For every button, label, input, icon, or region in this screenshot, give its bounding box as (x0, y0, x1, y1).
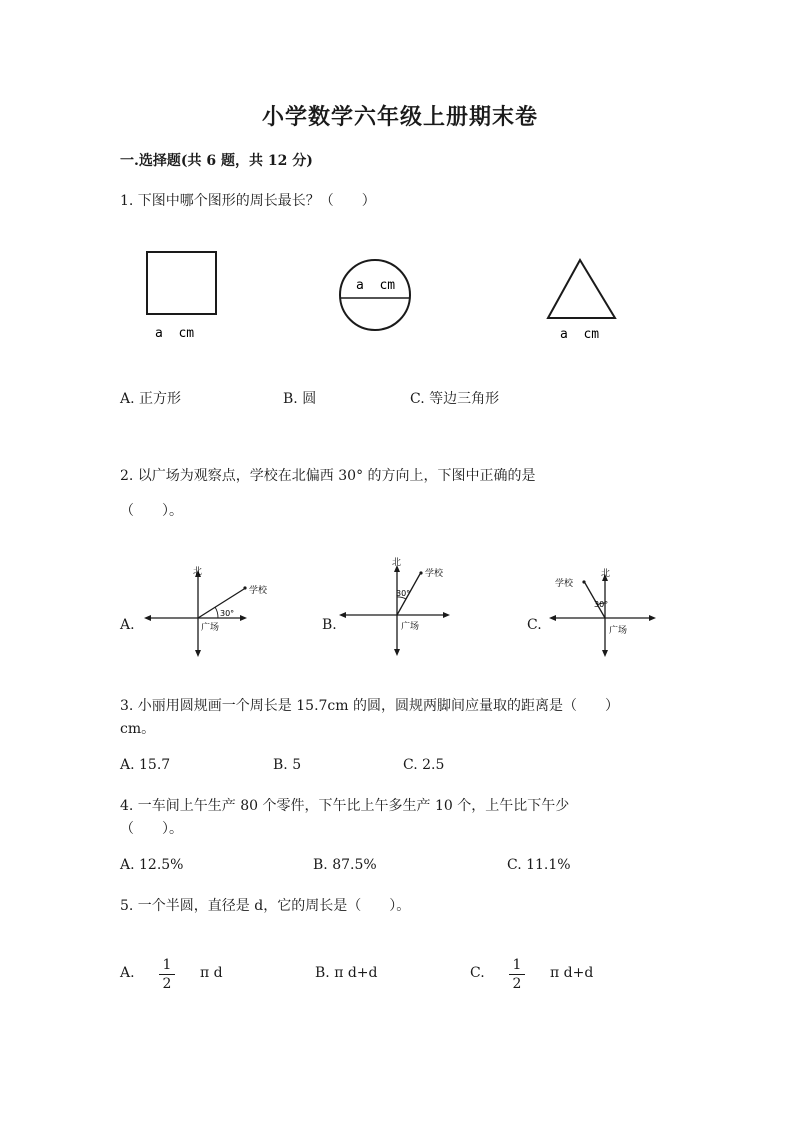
square-shape (147, 252, 216, 314)
q3-option-b: B. 5 (273, 757, 302, 773)
q5-option-c-tail: π d+d (550, 965, 594, 981)
circle-diameter-label: a cm (356, 278, 396, 293)
q4-option-b: B. 87.5% (313, 857, 377, 873)
q3-option-c: C. 2.5 (403, 757, 445, 773)
square-side-label: a cm (155, 326, 195, 341)
question-3-text-cont: cm。 (120, 721, 156, 737)
fraction-numerator: 1 (162, 957, 172, 973)
school-label: 学校 (425, 569, 444, 579)
q4-option-c: C. 11.1% (507, 857, 571, 873)
q2-option-c: C. (527, 617, 542, 633)
question-1-text: 1. 下图中哪个图形的周长最长？（ ） (120, 193, 376, 209)
question-2-text: 2. 以广场为观察点，学校在北偏西 30° 的方向上，下图中正确的是 (120, 468, 536, 484)
q5-option-c: C. (470, 965, 485, 981)
section-heading: 一.选择题(共 6 题，共 12 分) (120, 153, 313, 169)
q1-option-a: A. 正方形 (120, 391, 182, 407)
q2-option-b: B. (322, 617, 337, 633)
north-label: 北 (392, 558, 402, 568)
angle-label: 30° (220, 609, 235, 618)
q5-option-b: B. π d+d (315, 965, 378, 981)
direction-diagram-b (335, 557, 460, 662)
fraction-numerator: 1 (512, 957, 522, 973)
question-2-text-cont: （ ）。 (120, 503, 183, 519)
square-figure (140, 245, 230, 345)
page-title: 小学数学六年级上册期末卷 (261, 104, 538, 130)
q5-option-c-fraction (509, 957, 525, 992)
triangle-side-label: a cm (560, 327, 600, 342)
fraction-denominator: 2 (512, 976, 522, 992)
square-label: 广场 (201, 623, 220, 633)
triangle-shape (548, 260, 615, 318)
square-label: 广场 (401, 622, 420, 632)
north-label: 北 (601, 569, 611, 579)
circle-shape (340, 260, 410, 330)
q5-option-a: A. (120, 965, 135, 981)
school-label: 学校 (555, 579, 574, 589)
direction-diagram-c (545, 565, 665, 665)
q1-option-b: B. 圆 (283, 391, 317, 407)
q5-option-a-tail: π d (200, 965, 223, 981)
question-4-text-cont: （ ）。 (120, 821, 183, 837)
angle-label: 30° (396, 589, 411, 598)
circle-figure (330, 250, 420, 340)
direction-diagram-a (140, 560, 268, 665)
question-4-text: 4. 一车间上午生产 80 个零件，下午比上午多生产 10 个，上午比下午少 (120, 798, 570, 814)
triangle-figure (540, 252, 630, 347)
question-5-text: 5. 一个半圆，直径是 d，它的周长是（ ）。 (120, 898, 411, 914)
q1-option-c: C. 等边三角形 (410, 391, 500, 407)
school-label: 学校 (249, 586, 268, 596)
square-label: 广场 (609, 626, 628, 636)
q4-option-a: A. 12.5% (120, 857, 184, 873)
question-3-text: 3. 小丽用圆规画一个周长是 15.7cm 的圆，圆规两脚间应量取的距离是（ ） (120, 698, 619, 714)
q5-option-a-fraction (159, 957, 175, 992)
angle-label: 30° (594, 600, 609, 609)
fraction-denominator: 2 (162, 976, 172, 992)
q2-option-a: A. (120, 617, 135, 633)
north-label: 北 (193, 567, 203, 577)
q3-option-a: A. 15.7 (120, 757, 171, 773)
